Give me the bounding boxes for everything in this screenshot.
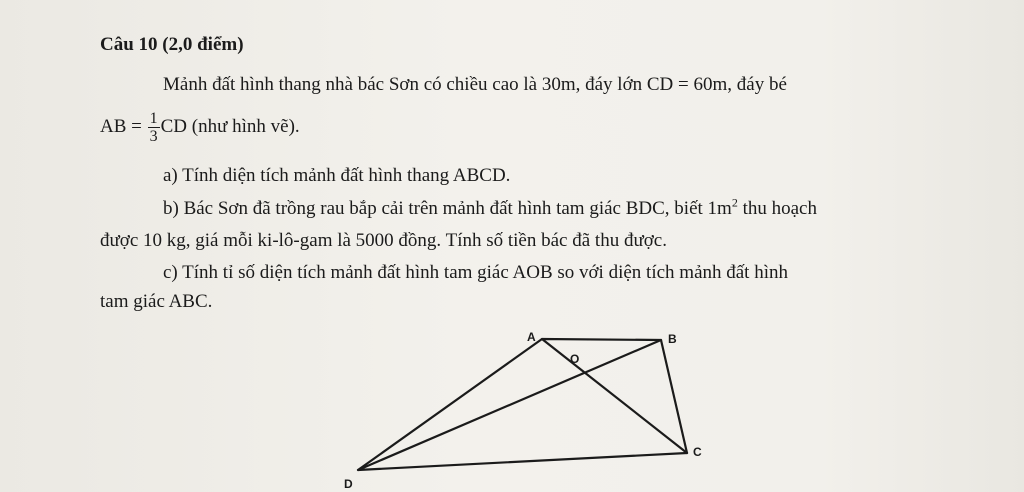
trapezoid-abcd (358, 339, 687, 470)
trapezoid-figure (330, 322, 710, 492)
label-c: C (693, 445, 702, 459)
label-a: A (527, 330, 536, 344)
part-c-line-1: c) Tính tỉ số diện tích mảnh đất hình tam giác AOB so với diện tích mảnh đất hình (163, 262, 788, 283)
part-a: a) Tính diện tích mảnh đất hình thang ABCD. (163, 165, 511, 186)
fraction-one-third (148, 110, 160, 145)
fraction-denominator: 3 (149, 128, 158, 145)
unit-base: 1m (707, 198, 732, 219)
unit-square-meter (707, 195, 738, 219)
label-b: B (668, 332, 677, 346)
label-d: D (344, 477, 353, 491)
unit-exponent: 2 (731, 195, 738, 210)
intro-line-2 (100, 110, 300, 145)
intro-line-1: Mảnh đất hình thang nhà bác Sơn có chiều cao là 30m, đáy lớn CD = 60m, đáy bé (163, 74, 787, 95)
label-o: O (570, 352, 580, 366)
part-b-line-1 (163, 197, 817, 221)
part-b-text: b) Bác Sơn đã trồng rau bắp cải trên mảnh đất hình tam giác BDC, biết (163, 198, 703, 219)
part-b-line-2: được 10 kg, giá mỗi ki-lô-gam là 5000 đồng. Tính số tiền bác đã thu được. (100, 230, 667, 251)
part-c-line-2: tam giác ABC. (100, 291, 213, 312)
ab-equals: AB = (100, 115, 142, 137)
diagonal-bd (358, 340, 661, 470)
part-b-text-end: thu hoạch (742, 198, 817, 219)
fraction-numerator: 1 (149, 110, 158, 127)
intro-line-2-rest: CD (như hình vẽ). (160, 115, 300, 137)
question-title: Câu 10 (2,0 điểm) (100, 34, 244, 55)
